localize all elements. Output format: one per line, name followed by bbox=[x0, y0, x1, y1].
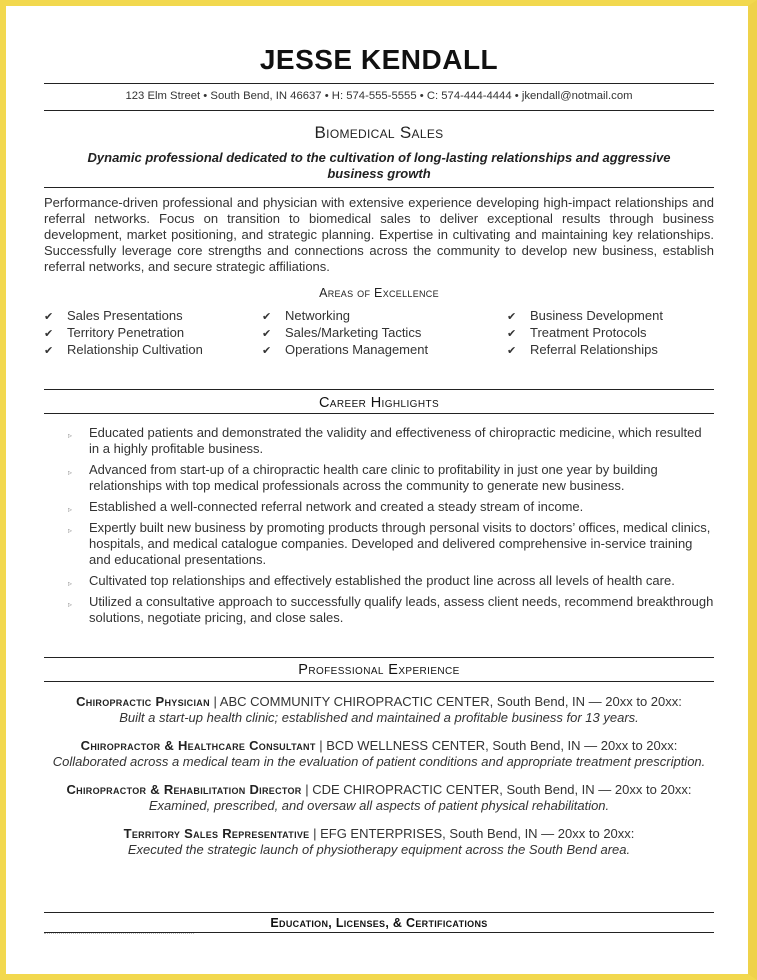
contact-line: 123 Elm Street • South Bend, IN 46637 • H: 574-555-5555 • C: 574-444-4444 • jkendall@notmail.com bbox=[125, 90, 633, 102]
skill-item: ✔ Operations Management bbox=[262, 341, 428, 360]
skill-item: ✔ Referral Relationships bbox=[507, 341, 658, 360]
objective-tagline: Dynamic professional dedicated to the cultivation of long-lasting relationships and aggressive business growth bbox=[87, 150, 671, 181]
experience-heading: Professional Experience bbox=[298, 662, 460, 678]
skill-item: ✔ Business Development bbox=[507, 307, 663, 326]
arrow-bullet-icon: ▹ bbox=[68, 468, 73, 477]
check-icon: ✔ bbox=[262, 345, 272, 357]
divider bbox=[44, 110, 714, 111]
faded-text-fragment bbox=[44, 933, 194, 936]
skill-item: ✔ Relationship Cultivation bbox=[44, 341, 203, 360]
job-description: Built a start-up health clinic; established and maintained a profitable business for 13 years. bbox=[119, 710, 639, 725]
check-icon: ✔ bbox=[507, 328, 517, 340]
objective-title: Biomedical Sales bbox=[314, 123, 444, 142]
check-icon: ✔ bbox=[44, 328, 54, 340]
job-details: | BCD WELLNESS CENTER, South Bend, IN — 20xx to 20xx: bbox=[315, 738, 678, 753]
arrow-bullet-icon: ▹ bbox=[68, 579, 73, 588]
job-title: Chiropractor & Rehabilitation Director bbox=[66, 782, 302, 797]
list-item: ▹ Educated patients and demonstrated the validity and effectiveness of chiropractic medicine, which resulted in a highly profitable business. bbox=[68, 425, 702, 456]
skills-grid bbox=[44, 307, 714, 361]
check-icon: ✔ bbox=[262, 328, 272, 340]
check-icon: ✔ bbox=[44, 345, 54, 357]
job-entry bbox=[44, 694, 714, 726]
check-icon: ✔ bbox=[44, 311, 54, 323]
check-icon: ✔ bbox=[262, 311, 272, 323]
job-title: Chiropractor & Healthcare Consultant bbox=[80, 738, 316, 753]
arrow-bullet-icon: ▹ bbox=[68, 526, 73, 535]
check-icon: ✔ bbox=[507, 345, 517, 357]
divider bbox=[44, 912, 714, 913]
resume-page bbox=[44, 0, 714, 980]
job-entry bbox=[44, 782, 714, 814]
education-heading: Education, Licenses, & Certifications bbox=[270, 916, 488, 930]
job-title: Territory Sales Representative bbox=[123, 826, 310, 841]
divider bbox=[44, 389, 714, 390]
divider bbox=[44, 681, 714, 682]
arrow-bullet-icon: ▹ bbox=[68, 505, 73, 514]
skill-item: ✔ Treatment Protocols bbox=[507, 324, 647, 343]
divider bbox=[44, 187, 714, 188]
list-item: ▹ Established a well-connected referral network and created a steady stream of income. bbox=[44, 499, 714, 515]
job-details: | CDE CHIROPRACTIC CENTER, South Bend, IN — 20xx to 20xx: bbox=[301, 782, 692, 797]
job-description: Collaborated across a medical team in the evaluation of patient conditions and appropriate treatment prescription. bbox=[52, 754, 706, 769]
arrow-bullet-icon: ▹ bbox=[68, 600, 73, 609]
list-item: ▹ Expertly built new business by promoting products through personal visits to doctors’ offices, medical clinics, hospitals, and medical catalogue companies. Developed and delivered comprehensive in-service training and educational presentations. bbox=[68, 520, 711, 567]
divider bbox=[44, 413, 714, 414]
highlights-heading: Career Highlights bbox=[318, 395, 440, 411]
job-details: | EFG ENTERPRISES, South Bend, IN — 20xx to 20xx: bbox=[309, 826, 635, 841]
job-entry bbox=[44, 738, 714, 770]
highlights-list bbox=[44, 425, 714, 631]
skill-item: ✔ Networking bbox=[262, 307, 350, 326]
areas-heading: Areas of Excellence bbox=[319, 286, 439, 300]
divider bbox=[44, 657, 714, 658]
job-description: Executed the strategic launch of physiotherapy equipment across the South Bend area. bbox=[127, 842, 631, 857]
list-item: ▹ Advanced from start-up of a chiropractic health care clinic to profitability in just one year by building relationships with top medical professionals across the community to generate new business. bbox=[68, 462, 658, 493]
skill-item: ✔ Sales/Marketing Tactics bbox=[262, 324, 421, 343]
job-description: Examined, prescribed, and oversaw all aspects of patient physical rehabilitation. bbox=[148, 798, 610, 813]
job-entry bbox=[44, 826, 714, 858]
job-title: Chiropractic Physician bbox=[76, 694, 210, 709]
professional-summary: Performance-driven professional and physician with extensive experience developing high-impact relationships and referral networks. Focus on transition to biomedical sales to deliver exceptional results through business development, market positioning, and strategic planning. Expertise in cultivating and maintaining key relationships. Successfully leverage core strengths and connections across the community to develop new business, establish referral networks, and secure strategic affiliations. bbox=[44, 195, 714, 274]
list-item: ▹ Utilized a consultative approach to successfully qualify leads, assess client needs, recommend breakthrough solutions, negotiate pricing, and close sales. bbox=[68, 594, 714, 625]
list-item: ▹ Cultivated top relationships and effectively established the product line across all levels of health care. bbox=[44, 573, 714, 589]
candidate-name: JESSE KENDALL bbox=[259, 44, 499, 75]
divider bbox=[44, 83, 714, 84]
skill-item: ✔ Territory Penetration bbox=[44, 324, 184, 343]
experience-list bbox=[44, 694, 714, 870]
arrow-bullet-icon: ▹ bbox=[68, 431, 73, 440]
job-details: | ABC COMMUNITY CHIROPRACTIC CENTER, South Bend, IN — 20xx to 20xx: bbox=[209, 694, 682, 709]
skill-item: ✔ Sales Presentations bbox=[44, 307, 183, 326]
check-icon: ✔ bbox=[507, 311, 517, 323]
